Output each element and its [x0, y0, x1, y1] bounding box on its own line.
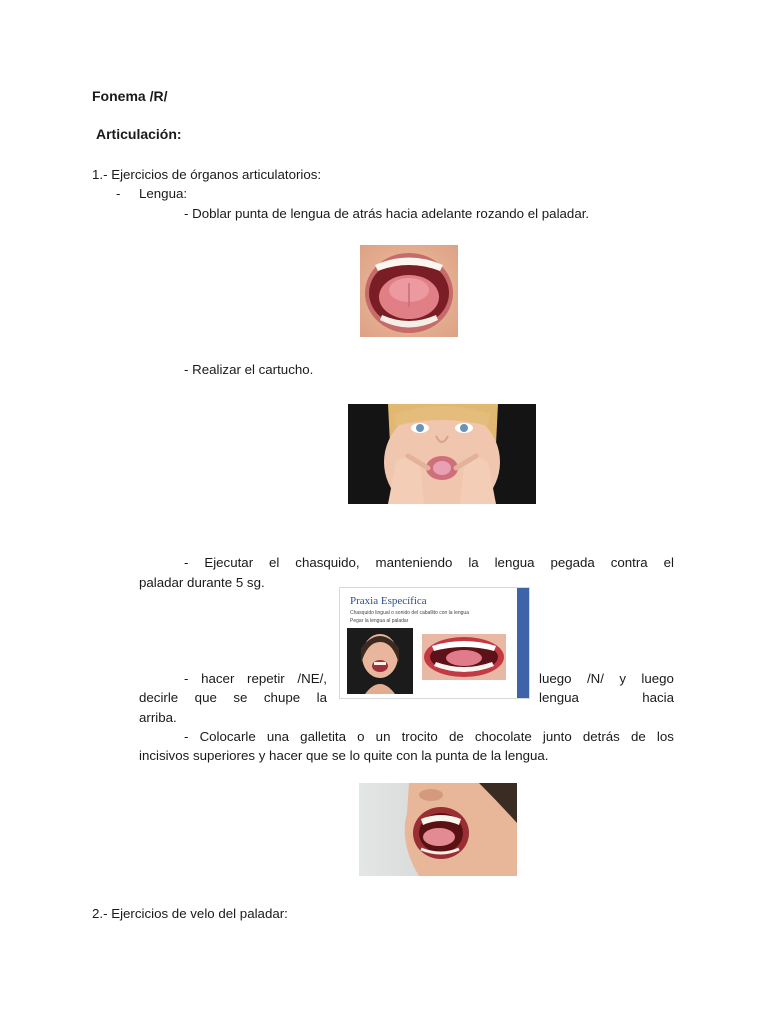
word: Ejecutar — [204, 555, 254, 570]
document-title: Fonema /R/ — [92, 88, 168, 104]
exercise-galletita-line2: incisivos superiores y hacer que se lo quite con la punta de la lengua. — [139, 748, 549, 763]
word: que — [194, 690, 217, 705]
word: chocolate — [474, 729, 532, 744]
word: trocito — [401, 729, 438, 744]
word: luego — [641, 671, 674, 686]
slide-title: Praxia Específica — [350, 595, 427, 607]
word: chupe — [263, 690, 301, 705]
slide-mouth-photo — [422, 634, 506, 680]
sublist-label: Lengua: — [139, 186, 188, 201]
cookie-photo — [359, 783, 517, 876]
word: lengua — [539, 690, 579, 705]
word: el — [663, 555, 674, 570]
sublist-dash: - — [116, 186, 121, 201]
word: los — [656, 729, 674, 744]
word: de — [448, 729, 464, 744]
word: de — [630, 729, 646, 744]
list-item-2: 2.- Ejercicios de velo del paladar: — [92, 906, 288, 921]
exercise-decirle-left — [139, 690, 327, 705]
tongue-photo — [360, 245, 458, 337]
word: luego — [539, 671, 572, 686]
word: decirle — [139, 690, 179, 705]
word: - — [184, 671, 189, 686]
word: una — [266, 729, 290, 744]
cartucho-photo — [348, 404, 536, 504]
word: chasquido, — [295, 555, 360, 570]
word: el — [269, 555, 280, 570]
word: lengua — [494, 555, 535, 570]
word: /N/ — [586, 671, 604, 686]
exercise-chasquido-line2: paladar durante 5 sg. — [139, 575, 265, 590]
exercise-doblar: - Doblar punta de lengua de atrás hacia adelante rozando el paladar. — [184, 206, 590, 221]
word: detrás — [582, 729, 620, 744]
word: y — [619, 671, 627, 686]
word: o — [357, 729, 365, 744]
word: pegada — [550, 555, 595, 570]
exercise-decirle-right — [539, 690, 674, 705]
exercise-repetir-left — [139, 671, 327, 686]
word: - — [184, 729, 189, 744]
word: la — [316, 690, 327, 705]
word: manteniendo — [375, 555, 453, 570]
word: galletita — [300, 729, 347, 744]
word: hacer — [201, 671, 235, 686]
slide-bullet: Pegar la lengua al paladar — [350, 618, 409, 624]
word: un — [375, 729, 391, 744]
word: hacia — [642, 690, 674, 705]
word: se — [233, 690, 248, 705]
exercise-cartucho: - Realizar el cartucho. — [184, 362, 314, 377]
slide-accent-bar — [517, 588, 529, 698]
list-item-1: 1.- Ejercicios de órganos articulatorios: — [92, 167, 322, 182]
exercise-galletita-line1 — [139, 729, 674, 744]
word: Colocarle — [199, 729, 256, 744]
slide-woman-photo — [347, 628, 413, 694]
word: repetir — [247, 671, 285, 686]
exercise-chasquido-line1 — [139, 555, 674, 570]
word: contra — [610, 555, 648, 570]
word: junto — [542, 729, 572, 744]
word: /NE/, — [297, 671, 327, 686]
section-heading: Articulación: — [96, 126, 182, 142]
exercise-arriba: arriba. — [139, 710, 177, 725]
exercise-repetir-right — [539, 671, 674, 686]
slide-bullet: Chasquido lingual o sonido del caballito con la lengua — [350, 610, 469, 616]
praxia-slide-image — [339, 587, 530, 699]
word: la — [468, 555, 479, 570]
word: - — [184, 555, 189, 570]
